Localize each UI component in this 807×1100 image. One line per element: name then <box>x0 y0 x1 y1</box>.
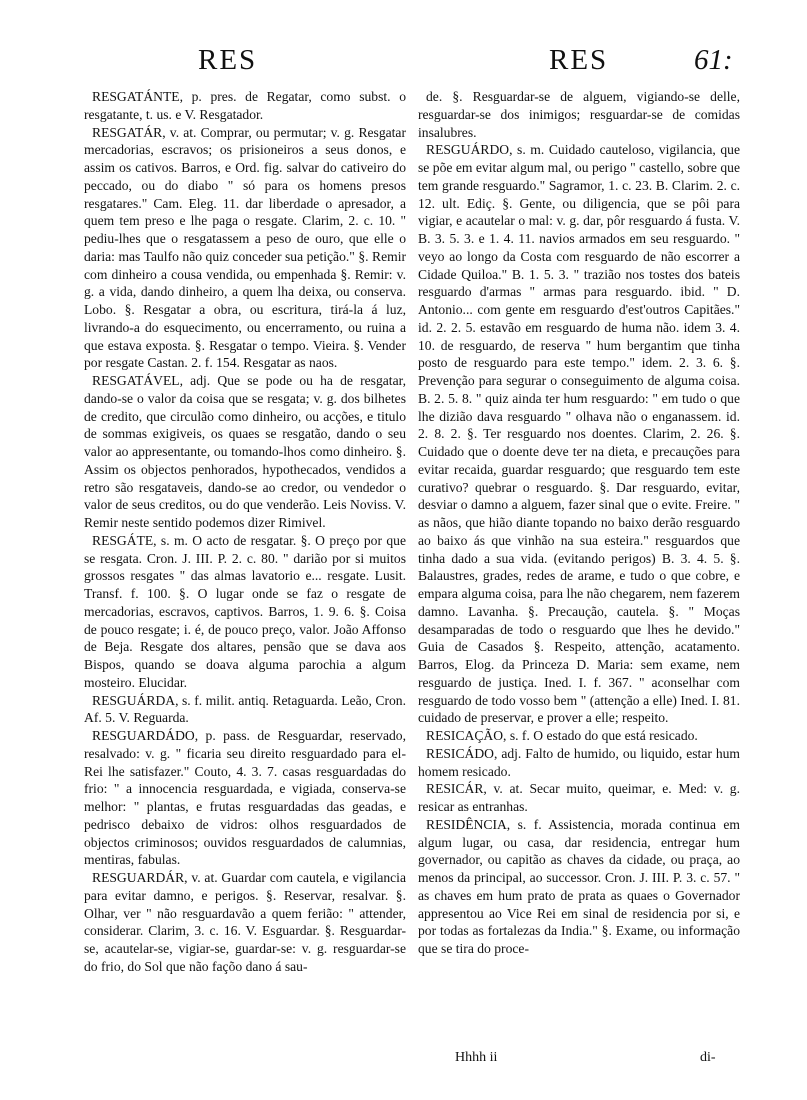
catchword: di- <box>700 1050 716 1065</box>
entry-resgatante: RESGATÁNTE, p. pres. de Regatar, como subst. o resgatante, t. us. e V. Resgatador. <box>84 89 406 122</box>
left-column <box>84 88 406 1048</box>
entry-resicar: RESICÁR, v. at. Secar muito, queimar, e. Med: v. g. resicar as entranhas. <box>418 781 740 814</box>
entry-resicado: RESICÁDO, adj. Falto de humido, ou liquido, estar hum homem resicado. <box>418 745 740 779</box>
signature-mark: Hhhh ii <box>455 1050 498 1065</box>
running-head-right: RES <box>549 44 609 76</box>
entry-resguardado: RESGUARDÁDO, p. pass. de Resguardar, reservado, resalvado: v. g. " ficaria seu direito resguardado para el-Rei lhe satisfazer." Couto, 4. 3. 7. casas resguardadas do frio: " a innocencia resguardada, e vigiada, conserva-se melhor: " plantas, e frutas resguardadas das geadas, e pedrisco debaixo de vidros: olhos resguardados de objectos criminosos; ouvidos resguardados de calumnias, mentiras, fabulas. <box>84 728 406 868</box>
entry-resgate: RESGÁTE, s. m. O acto de resgatar. §. O preço por que se resgata. Cron. J. III. P. 2. c. 80. " darião por si muitos grossos resgates " das almas lavatorio e... resgate. Lusit. Transf. f. 100. §. O lugar onde se faz o resgate de mercadorias, escravos, captivos. Barros, 1. 9. 6. §. Coisa de pouco resgate; i. é, de pouco preço, valor. João Affonso de Beja. Resgate dos altares, pensão que se dava aos Bispos, quando se doava alguma parochia a algum mosteiro. Elucidar. <box>84 532 406 690</box>
entry-resgatar: RESGATÁR, v. at. Comprar, ou permutar; v. g. Resgatar mercadorias, escravos; os prisioneiros a seus donos, e assim os cativos. Barros, e Ord. fig. salvar do cativeiro do peccado, ou do diabo " só para os homens presos resgatares." Cam. Eleg. 11. dar liberdade o apresador, a quem tem preso e lhe paga o resgate. Clarim, 2. c. 10. " pediu-lhes que o resgatassem a peso de ouro, que elle o daria: mas Taulfo não quiz conceder sua petição." §. Remir com dinheiro a cousa vendida, ou empenhada §. Remir: v. g. a vida, dando dinheiro, a quem lha deixa, ou conserva. Lobo. §. Resgatar a obra, ou escritura, tirá-la á luz, livrando-a do esquecimento, ou encerramento, ou ruina a que estava exposta. §. Resgatar o tempo. Vieira. §. Vender por resgate Castan. 2. f. 154. Resgatar as naos. <box>84 124 406 371</box>
entry-resguardar: RESGUARDÁR, v. at. Guardar com cautela, e vigilancia para evitar damno, e perigos. §. Reservar, resalvar. §. Olhar, ver " não resguardavão a quem ferião: " attender, considerar. Clarim, 3. c. 16. V. Esguardar. §. Resguardar-se, acautelar-se, vigiar-se, guardar-se: v. g. resguardar-se do frio, do Sol que não façõo dano á sau- <box>84 870 406 974</box>
entry-resicacao: RESICAÇÃO, s. f. O estado do que está resicado. <box>426 728 698 743</box>
running-header <box>0 44 807 84</box>
running-head-left: RES <box>198 44 258 76</box>
entry-resguardo: RESGUÁRDO, s. m. Cuidado cauteloso, vigilancia, que se põe em evitar algum mal, ou perigo " castello, sobre que tem grande resguardo." Sagramor, 1. c. 23. B. Clarim. 2. c. 12. ult. Ediç. §. Gente, ou diligencia, que se pôi para vigiar, e acautelar o mal: v. g. dar, pôr resguardo á fusta. V. B. 3. 5. 3. e 1. 4. 11. navios armados em seu resguardo. " veyo ao longo da Costa com resguardo de não escorrer a Cidade Quiloa." B. 1. 5. 3. " trazião nos tostes dos bateis resguardo d'armas " armas para resguardo. ibid. " D. Antonio... com gente em resguardo d'est'outros Capitães." id. 2. 2. 5. estavão em resguardo de huma não. idem 3. 4. 10. de resguardo, de reserva " hum bergantim que tinha posto de resguardo para este tempo." idem. 2. 3. 6. §. Prevenção para segurar o conseguimento de alguma coisa. B. 2. 5. 8. " quiz ainda ter hum resguardo: " em tudo o que lhe dizião dava resguardo " olhava não o enganassem. id. 2. 8. 2. §. Ter resguardo nos doentes. Clarim, 2. 26. §. Cuidado que o doente deve ter na dieta, e precauções para evitar recaida, guardar resguardo; que resguardo tem este curativo? quebrar o resguardo. §. Dar resguardo, evitar, desviar o damno a alguem, fazer sinal que o evite. Freire. " as nãos, que hião diante topando no baixo derão resguardo ao baixo ás que vinhão na sua esteira." resguardos que tinha dado a sua vida. (evitando perigos) B. 3. 4. 5. §. Balaustres, grades, redes de arame, e tudo o que cobre, e empara alguma coisa, para lhe não chegarem, nem fazerem damno. Lavanha. §. Precaução, cautela. §. " Moças desamparadas de todo o resguardo que lhes he devido." Guia de Casados §. Respeito, attenção, acatamento. Barros, Elog. da Princeza D. Maria: sem exame, nem resguardo de justiça. Ined. I. f. 367. " aconselhar com resguardo de todo vosso bem " (attenção a elle) Ined. I. 81. cuidado de preservar, e prover a elle; respeito. <box>418 142 740 726</box>
entry-resgatavel: RESGATÁVEL, adj. Que se pode ou ha de resgatar, dando-se o valor da coisa que se resgata; v. g. dos bilhetes de credito, que circulão como dinheiro, ou acções, e titulo de sommas exigiveis, os quaes se resgatão, dando o seu valor ao appresentante, ou tomando-lhos como dinheiro. §. Assim os objectos penhorados, hypothecados, vendidos a retro são resgataveis, dando-se ao credor, ou vendedor o valor de seus creditos, ou do que venderão. Leis Noviss. V. Remir neste sentido podemos dizer Rimivel. <box>84 373 406 530</box>
entry-resguarda: RESGUÁRDA, s. f. milit. antiq. Retaguarda. Leão, Cron. Af. 5. V. Reguarda. <box>84 692 406 726</box>
right-column <box>418 88 740 1048</box>
entry-residencia: RESIDÊNCIA, s. f. Assistencia, morada continua em algum lugar, ou casa, dar residencia, entregar hum governador, ou capitão as chaves da cidade, ou praça, ao menos da principal, ao successor. Cron. J. III. P. 3. c. 57. " as chaves em hum prato de prata as quaes o Governador appresentou ao Vice Rei em sinal de residencia por si, e por todas as fortalezas da India." §. Exame, ou informação que se tira do proce- <box>418 816 740 956</box>
page-number: 61: <box>694 44 733 76</box>
entry-resguardar-continued: de. §. Resguardar-se de alguem, vigiando-se delle, resguardar-se dos inimigos; resguardar-se de comidas insalubres. <box>418 89 740 140</box>
